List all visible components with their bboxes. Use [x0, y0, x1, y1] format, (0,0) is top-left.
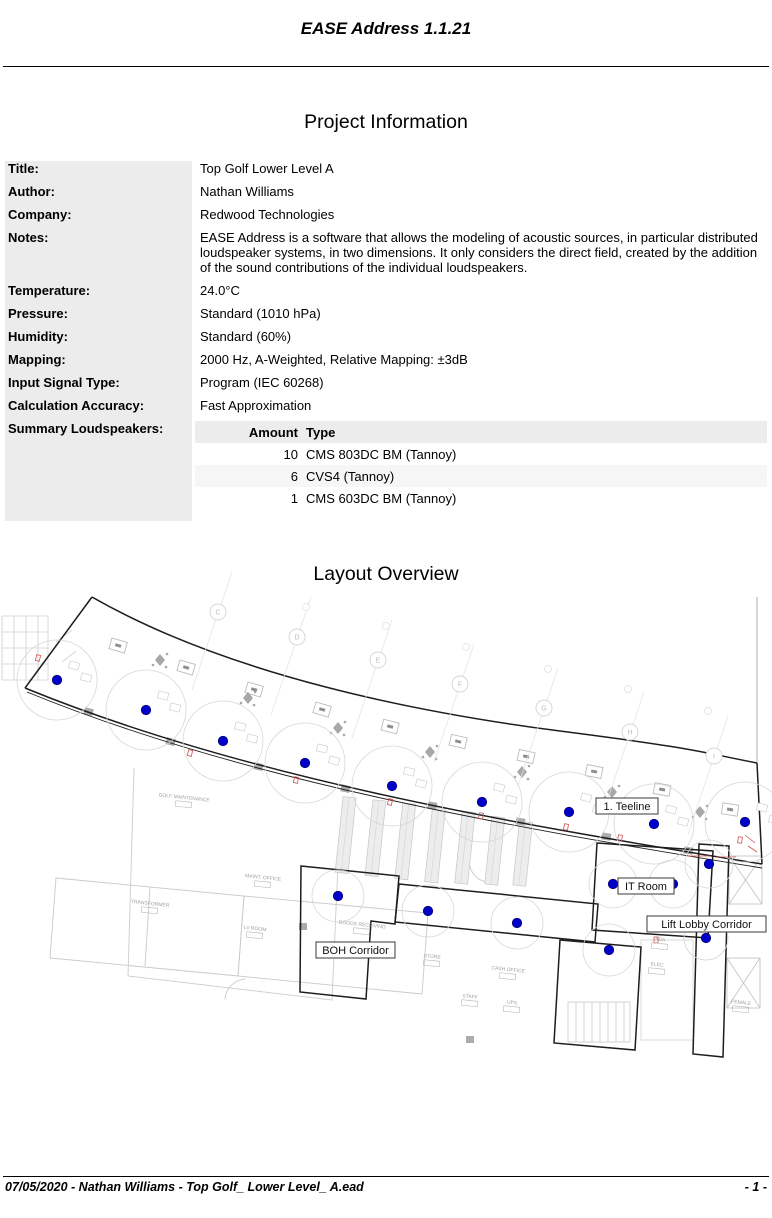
grid-tick-bubble: [545, 666, 552, 673]
row-label: Author:: [8, 184, 55, 199]
bay-furniture: [246, 734, 257, 743]
room-number-box: [141, 907, 157, 914]
row-label: Pressure:: [8, 306, 68, 321]
loudspeaker-dot: [740, 817, 750, 827]
room-number-box: [651, 943, 667, 950]
room-number-box: [648, 968, 664, 975]
row-value: Nathan Williams: [200, 184, 294, 199]
row-label: Company:: [8, 207, 72, 222]
row-value: 2000 Hz, A-Weighted, Relative Mapping: ±3dB: [200, 352, 468, 367]
room-label: MAINT. OFFICE: [244, 873, 282, 883]
layout-overview-title: Layout Overview: [313, 563, 459, 586]
row-label: Summary Loudspeakers:: [8, 421, 164, 436]
row-value: Standard (1010 hPa): [200, 306, 321, 321]
type-header: Type: [306, 424, 336, 440]
loudspeaker-dot: [141, 705, 151, 715]
row-value: Program (IEC 60268): [200, 375, 324, 390]
grid-letter: E: [375, 657, 381, 665]
loudspeaker-dot: [52, 675, 62, 685]
bay-furniture: [80, 673, 91, 682]
grid-tick-bubble: [383, 623, 390, 630]
row-label: Notes:: [8, 230, 49, 245]
amount-cell: 10: [283, 446, 298, 462]
loudspeaker-dot: [604, 945, 614, 955]
bay-furniture: [665, 805, 676, 814]
bay-furniture: [756, 803, 767, 812]
bay-furniture: [677, 817, 688, 826]
row-label: Calculation Accuracy:: [8, 398, 145, 413]
amount-cell: 6: [290, 468, 298, 484]
amount-cell: 1: [290, 490, 298, 506]
room-number-box: [175, 801, 191, 808]
bay-furniture: [505, 795, 516, 804]
grid-line: [271, 597, 311, 715]
room-number-box: [353, 928, 369, 935]
grid-line: [604, 692, 644, 810]
grid-letter: C: [215, 609, 221, 617]
type-cell: CMS 603DC BM (Tannoy): [306, 490, 457, 506]
grid-letter: I: [713, 753, 715, 761]
zone-label: BOH Corridor: [322, 945, 389, 957]
loudspeaker-dot: [512, 918, 522, 928]
bay-furniture: [234, 722, 245, 731]
room-number-box: [423, 960, 439, 967]
bay-furniture: [328, 756, 339, 765]
bay-furniture: [169, 703, 180, 712]
room-label: GOODS RECEIVING: [338, 919, 387, 931]
bay-furniture: [403, 767, 414, 776]
grid-letter: H: [627, 729, 633, 737]
room-number-box: [254, 881, 270, 888]
bay-furniture: [580, 793, 591, 802]
room-label: TRANSFORMER: [130, 899, 170, 910]
room-number-box: [732, 1006, 748, 1013]
room-label: FEMALE: [730, 998, 752, 1008]
loudspeaker-dot: [649, 819, 659, 829]
grid-tick-bubble: [625, 686, 632, 693]
amount-header: Amount: [248, 424, 298, 440]
loudspeaker-dot: [477, 797, 487, 807]
row-value: Redwood Technologies: [200, 207, 335, 222]
loudspeaker-dot: [387, 781, 397, 791]
room-label: CASH OFFICE: [491, 965, 526, 975]
room-label: UPS: [506, 999, 518, 1007]
room-label: LV ROOM: [243, 924, 267, 934]
room-number-box: [499, 973, 515, 980]
bay-furniture: [415, 779, 426, 788]
room-label: STAFF: [462, 993, 479, 1001]
room-label: ADA: [654, 936, 666, 944]
grid-tick-bubble: [463, 644, 470, 651]
footer-file-info: 07/05/2020 - Nathan Williams - Top Golf_ Lower Level_ A.ead: [5, 1180, 364, 1194]
row-label: Title:: [8, 161, 39, 176]
grid-line: [518, 668, 558, 786]
loudspeaker-dot: [333, 891, 343, 901]
grid-letter: D: [294, 634, 300, 642]
row-value: Fast Approximation: [200, 398, 312, 413]
bay-furniture: [157, 691, 168, 700]
grid-letter: F: [457, 681, 463, 689]
loudspeaker-dot: [564, 807, 574, 817]
footer-rule: [3, 1176, 769, 1177]
bay-furniture: [316, 744, 327, 753]
grid-tick-bubble: [705, 708, 712, 715]
room-label: ELEC: [650, 961, 664, 969]
loudspeaker-dot: [704, 859, 714, 869]
zone-label: IT Room: [625, 881, 667, 893]
row-label: Temperature:: [8, 283, 91, 298]
app-title: EASE Address 1.1.21: [300, 19, 472, 38]
loudspeaker-dot: [701, 933, 711, 943]
row-value: 24.0°C: [200, 283, 240, 298]
loudspeaker-dot: [423, 906, 433, 916]
room-number-box: [246, 932, 262, 939]
bay-furniture: [768, 815, 772, 824]
room-label: GOLF MAINTENANCE: [158, 792, 210, 804]
row-value: EASE Address is a software that allows the modeling of acoustic sources, in particular distributed loudspeaker systems, in two dimensions. It only considers the direct field, created by the addition of the sound contributions of the individual loudspeakers.: [200, 230, 758, 275]
project-information-title: Project Information: [304, 111, 468, 134]
row-label: Input Signal Type:: [8, 375, 120, 390]
room-number-box: [461, 1000, 477, 1007]
zone-label: 1. Teeline: [603, 801, 651, 813]
zone-label: Lift Lobby Corridor: [661, 919, 752, 931]
type-cell: CVS4 (Tannoy): [306, 468, 395, 484]
loudspeaker-dot: [300, 758, 310, 768]
loudspeaker-dot: [218, 736, 228, 746]
loudspeaker-dot: [608, 879, 618, 889]
room-number-box: [503, 1006, 519, 1013]
bay-furniture: [68, 661, 79, 670]
room-label: STORE: [423, 953, 441, 961]
grid-line: [688, 716, 728, 834]
row-value: Standard (60%): [200, 329, 292, 344]
row-value: Top Golf Lower Level A: [200, 161, 334, 176]
bay-furniture: [493, 783, 504, 792]
row-label: Humidity:: [8, 329, 68, 344]
row-label: Mapping:: [8, 352, 66, 367]
grid-letter: G: [541, 705, 547, 713]
grid-tick-bubble: [303, 604, 310, 611]
footer-page-number: - 1 -: [744, 1180, 767, 1194]
type-cell: CMS 803DC BM (Tannoy): [306, 446, 457, 462]
grid-line: [192, 572, 232, 690]
